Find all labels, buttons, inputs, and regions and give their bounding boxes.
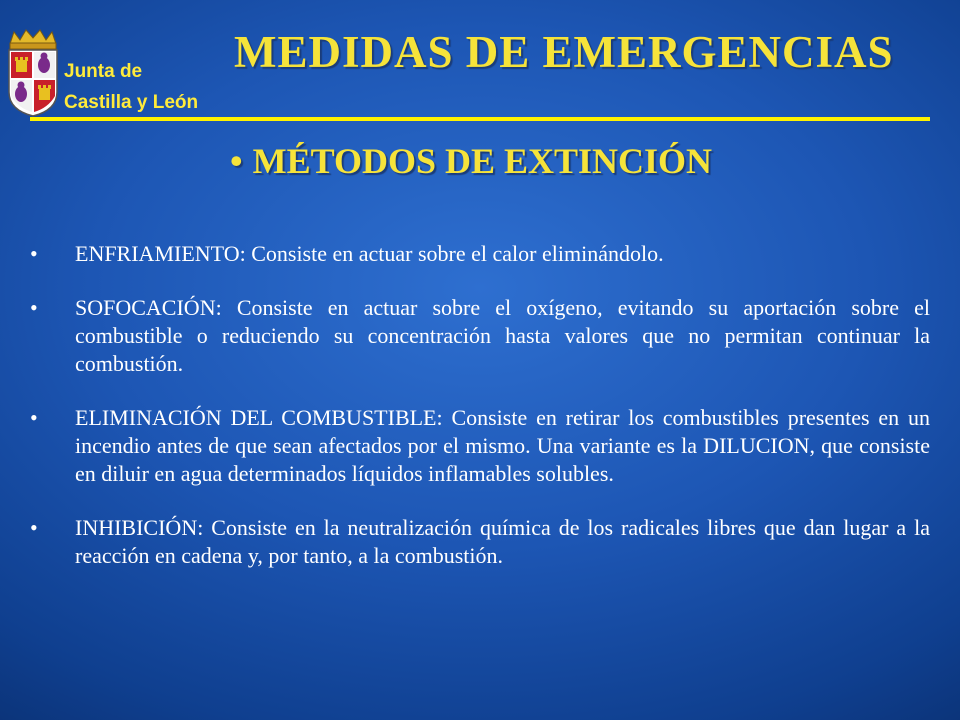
- list-item-sofocacion: [30, 294, 930, 378]
- page-title: MEDIDAS DE EMERGENCIAS: [234, 27, 894, 77]
- list-bullet: •: [30, 241, 38, 266]
- list-item-text: INHIBICIÓN: Consiste en la neutralización química de los radicales libres que dan lugar a la reacción en cadena y, por tanto, a la combustión.: [75, 515, 930, 568]
- methods-list: [30, 240, 930, 570]
- org-line-2: Castilla y León: [64, 92, 199, 113]
- castilla-leon-coat-of-arms-icon: [4, 26, 62, 118]
- list-item-text: SOFOCACIÓN: Consiste en actuar sobre el oxígeno, evitando su aportación sobre el combustible o reduciendo su concentración hasta valores que no permitan continuar la combustión.: [75, 295, 930, 376]
- list-item-enfriamiento: [30, 240, 930, 268]
- organization-name: [64, 56, 198, 118]
- subtitle-text: MÉTODOS DE EXTINCIÓN: [252, 141, 713, 181]
- list-bullet: •: [30, 405, 38, 430]
- section-subtitle: [230, 140, 930, 182]
- org-line-1: Junta de: [64, 61, 143, 82]
- subtitle-bullet: •: [230, 141, 243, 181]
- list-bullet: •: [30, 515, 38, 540]
- list-bullet: •: [30, 295, 38, 320]
- list-item-eliminacion: [30, 404, 930, 488]
- header-divider: [30, 117, 930, 121]
- list-item-text: ELIMINACIÓN DEL COMBUSTIBLE: Consiste en retirar los combustibles presentes en un incendio antes de que sean afectados por el mismo. Una variante es la DILUCION, que consiste en diluir en agua determinados líquidos inflamables solubles.: [75, 405, 930, 486]
- list-item-text: ENFRIAMIENTO: Consiste en actuar sobre el calor eliminándolo.: [75, 241, 664, 266]
- list-item-inhibicion: [30, 514, 930, 570]
